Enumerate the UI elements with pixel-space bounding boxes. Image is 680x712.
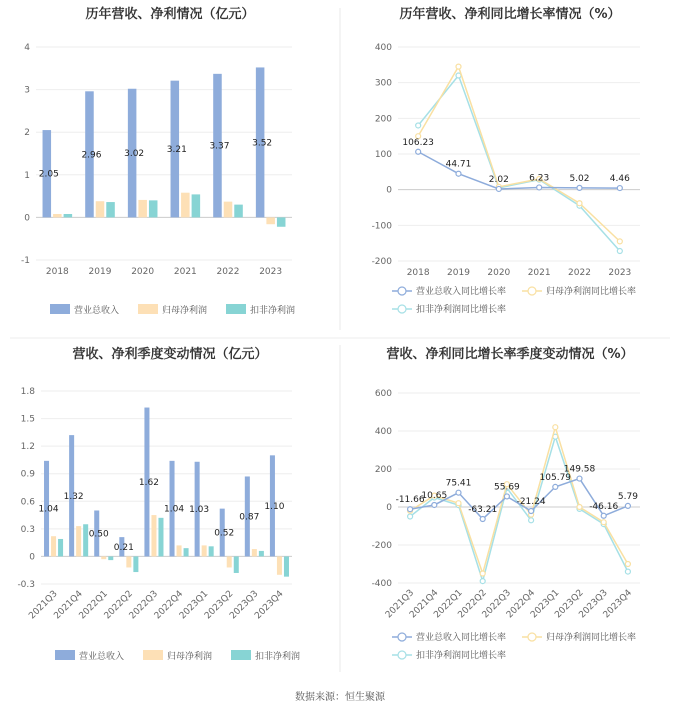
chart1-y-tick-label: 2: [24, 128, 30, 139]
chart2-legend-marker-2: [528, 287, 536, 295]
chart1-bar-3: [234, 205, 243, 218]
chart3-bar-3: [184, 548, 189, 556]
data-source: 数据来源：恒生聚源: [295, 692, 385, 703]
chart3-legend-swatch-3: [231, 650, 251, 660]
chart1-title: 历年营收、净利情况（亿元）: [85, 7, 255, 22]
chart3-bar-3: [133, 556, 138, 572]
chart3-bar-3: [284, 556, 289, 576]
chart1-bar-3: [106, 202, 115, 217]
chart4-point-3: [480, 579, 485, 584]
chart3-bar-3: [158, 518, 163, 557]
chart4-point-2: [480, 571, 485, 576]
chart4-data-label: -21.24: [516, 497, 546, 508]
chart3-bar-2: [126, 556, 131, 567]
chart4-x-tick-label: 2022Q2: [456, 588, 489, 621]
chart2-x-tick-label: 2023: [608, 268, 632, 278]
chart2-legend-marker-3: [398, 305, 406, 313]
chart3-legend-label-2: 归母净利润: [167, 652, 213, 662]
chart2-y-tick-label: -200: [371, 257, 392, 267]
chart2-y-tick-label: -100: [371, 221, 392, 232]
chart3-bar-2: [151, 515, 156, 556]
chart3-y-tick-label: 1.8: [20, 387, 35, 397]
chart4-x-tick-label: 2023Q2: [553, 588, 586, 621]
chart3-x-tick-label: 2021Q3: [27, 589, 60, 622]
chart2-point-3: [617, 249, 622, 254]
chart3-x-tick-label: 2023Q4: [253, 589, 286, 622]
chart2-point-1: [416, 149, 421, 154]
chart2-title: 历年营收、净利同比增长率情况（%）: [399, 7, 621, 22]
chart4-point-3: [529, 518, 534, 523]
chart4-point-1: [625, 503, 630, 508]
chart2-x-tick-label: 2021: [527, 268, 551, 278]
chart3-legend-label-1: 营业总收入: [79, 652, 125, 662]
chart1-bar-2: [266, 217, 275, 224]
chart4-point-2: [456, 501, 461, 506]
chart4-y-tick-label: 200: [374, 465, 392, 475]
chart3-x-tick-label: 2023Q1: [177, 589, 211, 622]
chart4-y-tick-label: 600: [374, 389, 392, 399]
chart3-bar-2: [101, 556, 106, 559]
chart3-bar-2: [227, 556, 232, 567]
chart2-x-tick-label: 2022: [568, 268, 591, 278]
chart3-bar-3: [58, 539, 63, 556]
chart2-point-1: [496, 186, 501, 191]
chart3-bar-3: [83, 524, 88, 556]
chart3-bar-2: [177, 545, 182, 556]
chart3-y-tick-label: 0.3: [20, 524, 35, 535]
chart1-x-tick-label: 2018: [45, 267, 69, 277]
chart3-x-tick-label: 2023Q2: [203, 589, 236, 622]
chart2-data-label: 4.46: [609, 174, 630, 185]
chart3-bar-2: [51, 536, 56, 556]
chart2-y-tick-label: 300: [374, 78, 392, 89]
chart3-y-tick-label: 1.5: [20, 414, 35, 425]
chart2-point-1: [577, 185, 582, 190]
chart3-data-label: 1.32: [63, 491, 84, 502]
chart4-x-tick-label: 2022Q1: [432, 588, 465, 621]
chart4-y-tick-label: -200: [371, 541, 392, 551]
chart4-y-tick-label: 400: [374, 427, 392, 437]
chart4-data-label: -11.66: [395, 495, 425, 506]
chart1-data-label: 3.02: [124, 149, 145, 160]
chart3-title: 营收、净利季度变动情况（亿元）: [72, 347, 268, 362]
chart1-x-tick-label: 2021: [173, 267, 197, 277]
chart4-point-1: [480, 517, 485, 522]
chart1-data-label: 2.96: [81, 150, 102, 161]
chart4-point-1: [456, 490, 461, 495]
chart4-point-2: [577, 505, 582, 510]
chart3-data-label: 0.21: [113, 542, 134, 553]
chart3-data-label: 1.62: [138, 477, 159, 488]
chart4-data-label: 10.65: [421, 490, 448, 501]
chart3-y-tick-label: 0.6: [20, 497, 35, 508]
chart2-x-tick-label: 2019: [447, 268, 470, 278]
chart2-point-1: [456, 171, 461, 176]
chart3-bar-2: [277, 556, 282, 574]
chart4-point-1: [504, 494, 509, 499]
chart2-data-label: 44.71: [445, 159, 472, 170]
chart3-data-label: 1.10: [264, 501, 285, 512]
chart2-x-tick-label: 2018: [406, 268, 430, 278]
chart1-x-tick-label: 2023: [259, 267, 283, 277]
chart4-point-1: [601, 513, 606, 518]
chart3-legend-swatch-1: [55, 650, 75, 660]
chart1-data-label: 3.21: [166, 145, 187, 156]
chart4-data-label: -63.21: [468, 505, 498, 516]
chart4-point-3: [408, 514, 413, 519]
chart3-x-tick-label: 2022Q1: [77, 589, 110, 622]
chart4-legend-marker-2: [528, 633, 536, 641]
chart1-x-tick-label: 2019: [88, 267, 112, 277]
chart4-data-label: 105.79: [539, 472, 572, 483]
chart3-y-tick-label: 1.2: [20, 442, 35, 453]
chart1-legend-swatch-1: [50, 304, 70, 314]
chart2-data-label: 5.02: [569, 173, 590, 184]
chart2-data-label: 6.23: [529, 173, 550, 184]
chart4-legend-label-3: 扣非净利润同比增长率: [416, 651, 507, 661]
chart4-data-label: 149.58: [563, 464, 596, 475]
chart4-point-1: [408, 507, 413, 512]
chart4-y-tick-label: 0: [386, 503, 392, 513]
chart2-point-2: [456, 64, 461, 69]
chart1-x-tick-label: 2022: [216, 267, 240, 277]
chart4-point-3: [625, 569, 630, 574]
chart4-point-1: [432, 502, 437, 507]
chart4-legend-label-1: 营业总收入同比增长率: [416, 633, 507, 643]
chart1-bar-2: [96, 201, 105, 217]
chart3-bar-2: [252, 549, 257, 556]
chart4-legend-marker-3: [398, 651, 406, 659]
chart3-bar-3: [108, 556, 113, 560]
chart2-point-2: [617, 239, 622, 244]
chart4-data-label: -46.16: [589, 501, 619, 512]
chart2-legend-label-3: 扣非净利润同比增长率: [416, 305, 507, 315]
chart2-y-tick-label: 400: [374, 43, 392, 53]
chart2-point-1: [537, 185, 542, 190]
chart3-y-tick-label: -0.3: [17, 580, 35, 590]
chart4-point-1: [529, 509, 534, 514]
chart2-y-tick-label: 200: [374, 114, 392, 125]
chart4-legend-label-2: 归母净利润同比增长率: [546, 633, 637, 643]
chart1-data-label: 3.37: [209, 141, 230, 152]
chart2-y-tick-label: 0: [386, 185, 392, 196]
chart4-point-2: [601, 520, 606, 525]
chart1-y-tick-label: 1: [24, 170, 30, 181]
chart4-x-tick-label: 2023Q1: [529, 588, 562, 621]
chart3-legend-swatch-2: [143, 650, 163, 660]
chart3-x-tick-label: 2023Q3: [228, 589, 261, 622]
chart4-data-label: 75.41: [445, 478, 472, 489]
chart1-legend-swatch-2: [138, 304, 158, 314]
chart2-legend-label-1: 营业总收入同比增长率: [416, 287, 507, 297]
chart4-point-1: [553, 484, 558, 489]
chart3-y-tick-label: 0.9: [20, 469, 35, 480]
chart4-x-tick-label: 2021Q4: [408, 588, 441, 621]
chart4-data-label: 5.79: [617, 491, 638, 502]
chart3-bar-3: [234, 556, 239, 573]
chart1-legend-swatch-3: [226, 304, 246, 314]
chart4-data-label: 55.69: [494, 482, 520, 493]
chart3-data-label: 0.50: [88, 529, 109, 540]
chart4-x-tick-label: 2022Q3: [480, 588, 514, 621]
chart1-bar-3: [192, 194, 201, 217]
chart2-data-label: 106.23: [402, 137, 434, 148]
chart3-bar-2: [76, 526, 81, 556]
chart4-x-tick-label: 2022Q4: [504, 588, 538, 621]
chart3-y-tick-label: 0: [29, 552, 35, 563]
chart4-point-1: [577, 476, 582, 481]
chart1-bar-2: [53, 214, 62, 217]
chart3-data-label: 1.03: [189, 505, 210, 516]
chart2-x-tick-label: 2020: [487, 268, 511, 278]
chart4-point-2: [625, 562, 630, 567]
chart1-legend-label-3: 扣非净利润: [250, 306, 296, 316]
chart4-x-tick-label: 2023Q4: [601, 588, 635, 621]
chart4-x-tick-label: 2021Q3: [383, 588, 417, 621]
chart3-bar-3: [209, 546, 214, 556]
chart2-data-label: 2.02: [488, 174, 509, 185]
chart1-data-label: 2.05: [38, 169, 59, 180]
chart3-bar-2: [202, 545, 207, 556]
chart1-legend-label-2: 归母净利润: [162, 306, 208, 316]
chart1-bar-2: [224, 202, 233, 218]
chart3-legend-label-3: 扣非净利润: [255, 652, 301, 662]
chart1-y-tick-label: -1: [21, 256, 30, 266]
chart1-y-tick-label: 0: [24, 213, 30, 224]
chart1-y-tick-label: 3: [24, 85, 30, 96]
chart1-data-label: 3.52: [252, 138, 273, 149]
chart3-data-label: 1.04: [38, 504, 59, 515]
chart1-x-tick-label: 2020: [131, 267, 155, 277]
chart1-bar-3: [149, 200, 158, 217]
chart3-x-tick-label: 2022Q2: [102, 589, 135, 622]
chart4-legend-marker-1: [398, 633, 406, 641]
chart4-y-tick-label: -400: [371, 579, 392, 589]
chart1-legend-label-1: 营业总收入: [74, 306, 120, 316]
chart3-data-label: 0.87: [239, 512, 260, 523]
chart2-point-3: [416, 123, 421, 128]
chart3-data-label: 1.04: [164, 504, 185, 515]
chart1-bar-2: [138, 200, 147, 217]
chart1-bar-3: [277, 217, 286, 226]
chart3-x-tick-label: 2022Q4: [152, 589, 186, 622]
chart1-bar-2: [181, 193, 190, 218]
chart3-x-tick-label: 2022Q3: [127, 589, 161, 622]
chart3-data-label: 0.52: [214, 528, 235, 539]
chart2-y-tick-label: 100: [374, 150, 392, 160]
chart1-y-tick-label: 4: [24, 43, 30, 53]
chart3-x-tick-label: 2021Q4: [52, 589, 85, 622]
chart2-legend-marker-1: [398, 287, 406, 295]
chart2-legend-label-2: 归母净利润同比增长率: [546, 287, 637, 297]
chart3-bar-3: [259, 551, 264, 557]
chart4-title: 营收、净利同比增长率季度变动情况（%）: [386, 347, 634, 362]
chart4-x-tick-label: 2023Q3: [577, 588, 610, 621]
chart2-point-1: [617, 186, 622, 191]
chart2-point-2: [577, 201, 582, 206]
chart4-point-2: [553, 425, 558, 430]
chart1-bar-3: [64, 214, 73, 217]
